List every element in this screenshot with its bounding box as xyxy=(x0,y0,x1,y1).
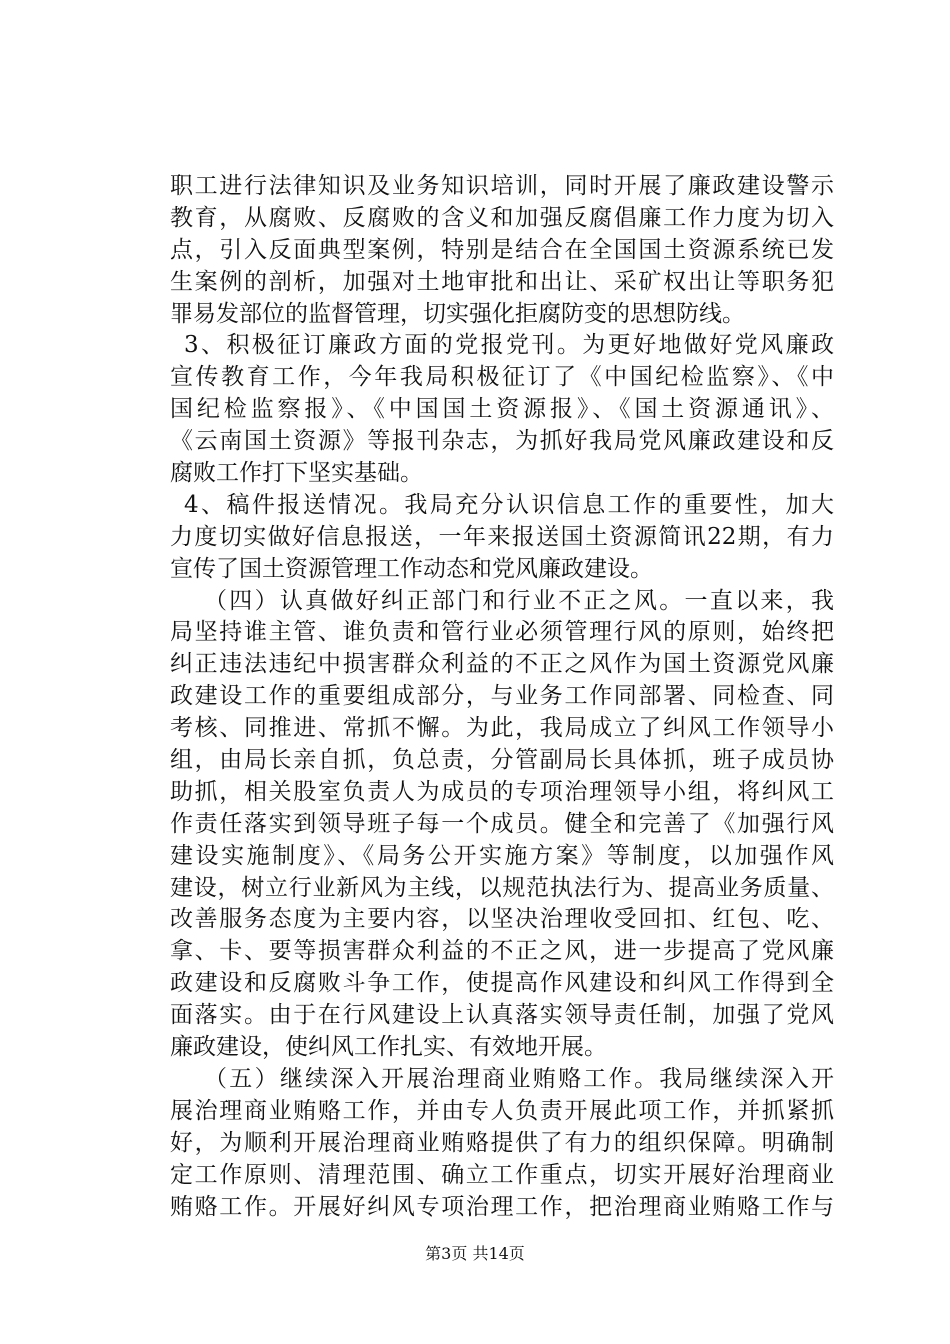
text-line: 廉政建设，使纠风工作扎实、有效地开展。 xyxy=(170,1034,607,1061)
text-line: 展治理商业贿赂工作，并由专人负责开展此项工作，并抓紧抓 xyxy=(170,1097,834,1124)
text-line: 职工进行法律知识及业务知识培训，同时开展了廉政建设警示 xyxy=(170,173,834,199)
document-body xyxy=(170,171,834,1223)
text-line: 面落实。由于在行风建设上认真落实领导责任制，加强了党风 xyxy=(170,1002,834,1029)
text-line: 宣传教育工作，今年我局积极征订了《中国纪检监察》、《中 xyxy=(170,364,834,391)
text-line: 贿赂工作。开展好纠风专项治理工作，把治理商业贿赂工作与 xyxy=(170,1193,834,1220)
text-line: 建设，树立行业新风为主线，以规范执法行为、提高业务质量、 xyxy=(170,874,834,901)
text-line: 力度切实做好信息报送，一年来报送国土资源简讯22期，有力 xyxy=(170,523,834,550)
text-line: 好，为顺利开展治理商业贿赂提供了有力的组织保障。明确制 xyxy=(170,1129,834,1156)
text-line: 改善服务态度为主要内容，以坚决治理收受回扣、红包、吃、 xyxy=(170,906,834,933)
text-line: （五）继续深入开展治理商业贿赂工作。我局继续深入开 xyxy=(204,1065,834,1092)
text-line: 腐败工作打下坚实基础。 xyxy=(170,460,423,487)
text-line: 助抓，相关股室负责人为成员的专项治理领导小组，将纠风工 xyxy=(170,778,834,805)
text-line: 作责任落实到领导班子每一个成员。健全和完善了《加强行风 xyxy=(170,810,834,837)
text-line: 点，引入反面典型案例，特别是结合在全国国土资源系统已发 xyxy=(170,236,834,263)
text-line: 生案例的剖析，加强对土地审批和出让、采矿权出让等职务犯 xyxy=(170,268,834,295)
text-line: 局坚持谁主管、谁负责和管行业必须管理行风的原则，始终把 xyxy=(170,619,834,646)
text-line: 政建设工作的重要组成部分，与业务工作同部署、同检查、同 xyxy=(170,683,834,710)
text-line: 考核、同推进、常抓不懈。为此，我局成立了纠风工作领导小 xyxy=(170,715,834,742)
text-line: 纠正违法违纪中损害群众利益的不正之风作为国土资源党风廉 xyxy=(170,651,834,678)
text-line: 组，由局长亲自抓，负总责，分管副局长具体抓，班子成员协 xyxy=(170,747,834,774)
text-line: 政建设和反腐败斗争工作，使提高作风建设和纠风工作得到全 xyxy=(170,970,834,997)
text-line: （四）认真做好纠正部门和行业不正之风。一直以来，我 xyxy=(204,587,834,614)
text-line: 《云南国土资源》等报刊杂志，为抓好我局党风廉政建设和反 xyxy=(170,428,834,455)
text-line: 宣传了国土资源管理工作动态和党风廉政建设。 xyxy=(170,555,653,582)
text-line: 教育，从腐败、反腐败的含义和加强反腐倡廉工作力度为切入 xyxy=(170,204,834,231)
text-line: 罪易发部位的监督管理，切实强化拒腐防变的思想防线。 xyxy=(170,300,745,327)
text-line: 建设实施制度》、《局务公开实施方案》等制度，以加强作风 xyxy=(170,842,834,869)
text-line: 定工作原则、清理范围、确立工作重点，切实开展好治理商业 xyxy=(170,1161,834,1188)
text-line: 4、稿件报送情况。我局充分认识信息工作的重要性，加大 xyxy=(184,491,834,518)
text-line: 拿、卡、要等损害群众利益的不正之风，进一步提高了党风廉 xyxy=(170,938,834,965)
text-line: 国纪检监察报》、《中国国土资源报》、《国土资源通讯》、 xyxy=(170,396,834,423)
page-footer: 第3页 共14页 xyxy=(425,1244,525,1263)
text-line: 3、积极征订廉政方面的党报党刊。为更好地做好党风廉政 xyxy=(184,332,834,359)
